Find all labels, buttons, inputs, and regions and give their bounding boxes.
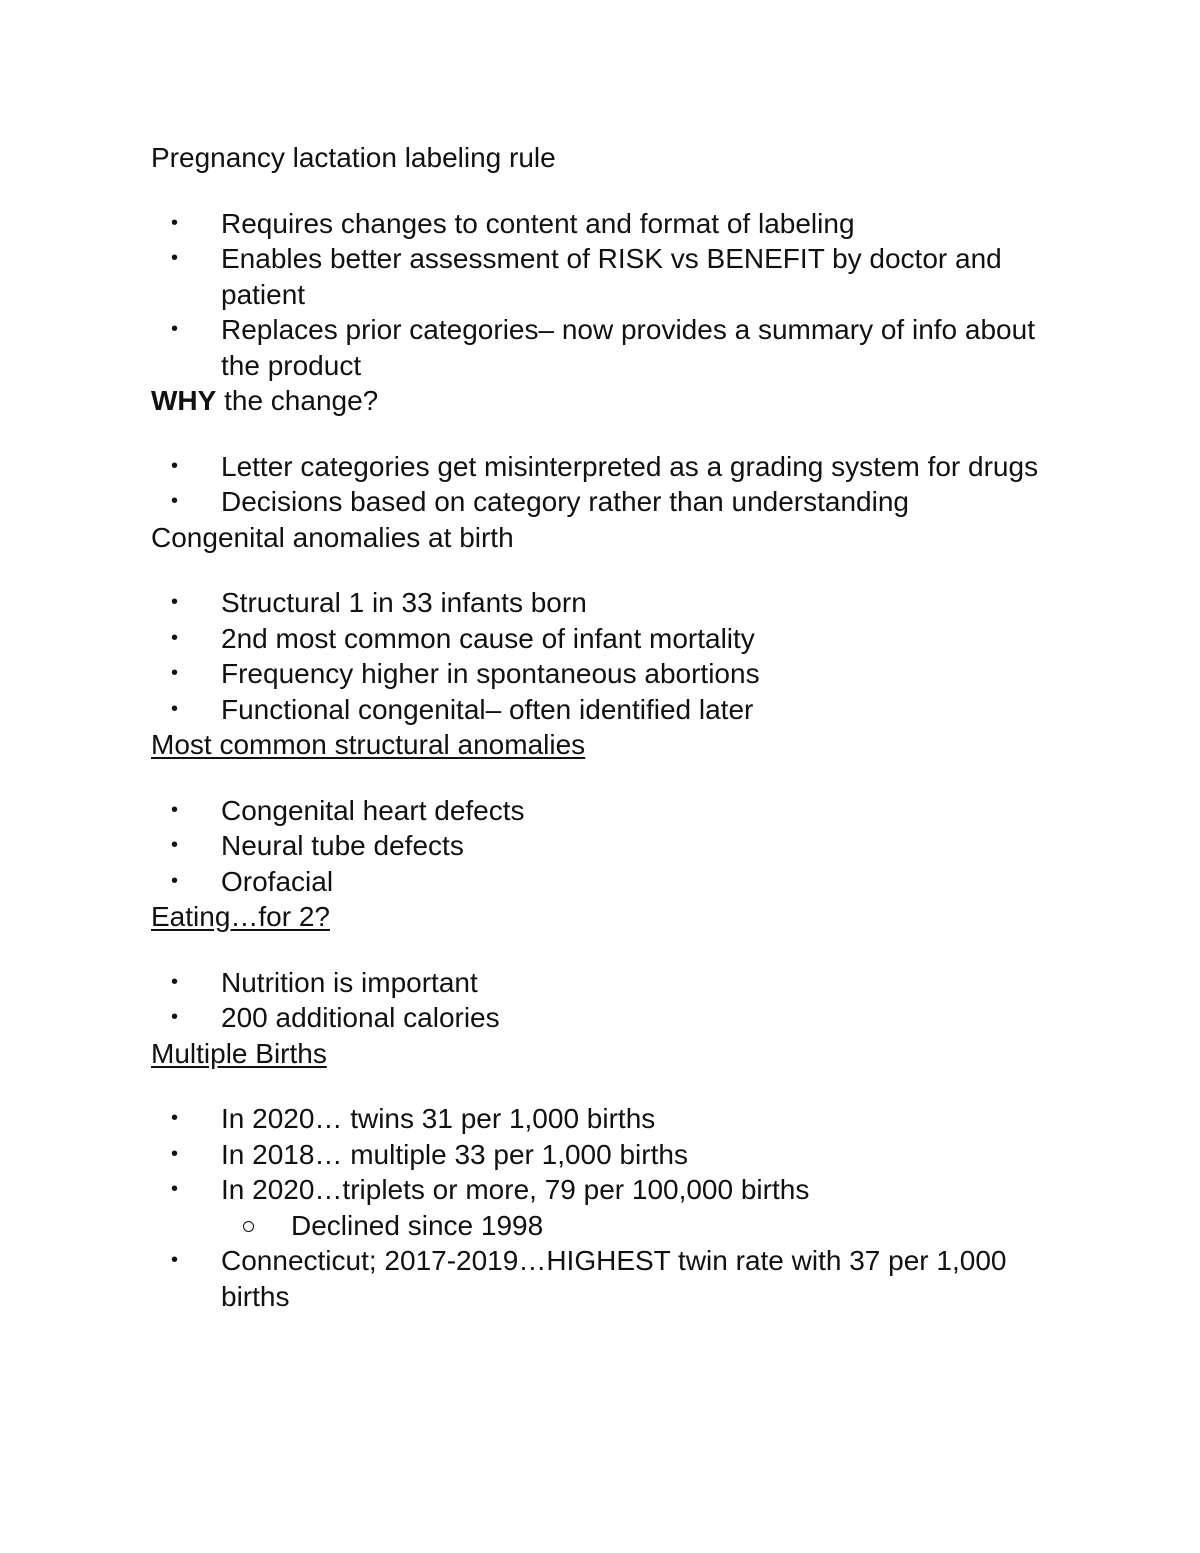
list-item: • 200 additional calories <box>151 1000 1061 1036</box>
list-item: • Enables better assessment of RISK vs BENEFIT by doctor and patient <box>151 241 1061 312</box>
sub-bullet-list <box>221 1208 1061 1244</box>
bullet-list <box>151 1101 1061 1314</box>
list-item: • Orofacial <box>151 864 1061 900</box>
list-item <box>151 1172 1061 1243</box>
section-heading <box>151 383 1061 419</box>
section-eating-for-two <box>151 899 1061 1036</box>
list-item: • Structural 1 in 33 infants born <box>151 585 1061 621</box>
list-item: • Congenital heart defects <box>151 793 1061 829</box>
section-heading: Most common structural anomalies <box>151 729 586 760</box>
list-item: • Nutrition is important <box>151 965 1061 1001</box>
section-heading: Pregnancy lactation labeling rule <box>151 142 556 173</box>
bullet-list <box>151 585 1061 727</box>
section-heading: Multiple Births <box>151 1037 327 1069</box>
list-item: • Decisions based on category rather than understanding <box>151 484 1061 520</box>
list-item: • Requires changes to content and format of labeling <box>151 206 1061 242</box>
bullet-list <box>151 965 1061 1036</box>
bullet-list <box>151 449 1061 520</box>
section-congenital-anomalies <box>151 520 1061 728</box>
list-item: • Functional congenital– often identified later <box>151 692 1061 728</box>
bullet-list <box>151 206 1061 384</box>
section-multiple-births <box>151 1036 1061 1315</box>
section-why-change <box>151 383 1061 520</box>
bullet-list <box>151 793 1061 900</box>
document-page <box>151 140 1061 1314</box>
list-item: • Connecticut; 2017-2019…HIGHEST twin rate with 37 per 1,000 births <box>151 1243 1061 1314</box>
list-item-text: In 2020…triplets or more, 79 per 100,000 births <box>221 1174 810 1205</box>
list-item: • In 2018… multiple 33 per 1,000 births <box>151 1137 1061 1173</box>
list-item: • In 2020… twins 31 per 1,000 births <box>151 1101 1061 1137</box>
section-heading: Congenital anomalies at birth <box>151 521 514 553</box>
list-item: • Neural tube defects <box>151 828 1061 864</box>
section-structural-anomalies <box>151 727 1061 899</box>
section-heading: Eating…for 2? <box>151 901 330 932</box>
heading-text: the change? <box>216 385 379 416</box>
list-item: • 2nd most common cause of infant mortality <box>151 621 1061 657</box>
sub-list-item: Declined since 1998 <box>221 1208 1061 1244</box>
list-item: • Replaces prior categories– now provides a summary of info about the product <box>151 312 1061 383</box>
list-item: • Frequency higher in spontaneous abortions <box>151 656 1061 692</box>
section-labeling-rule <box>151 140 1061 383</box>
list-item: • Letter categories get misinterpreted as a grading system for drugs <box>151 449 1061 485</box>
heading-bold-text: WHY <box>151 385 217 416</box>
